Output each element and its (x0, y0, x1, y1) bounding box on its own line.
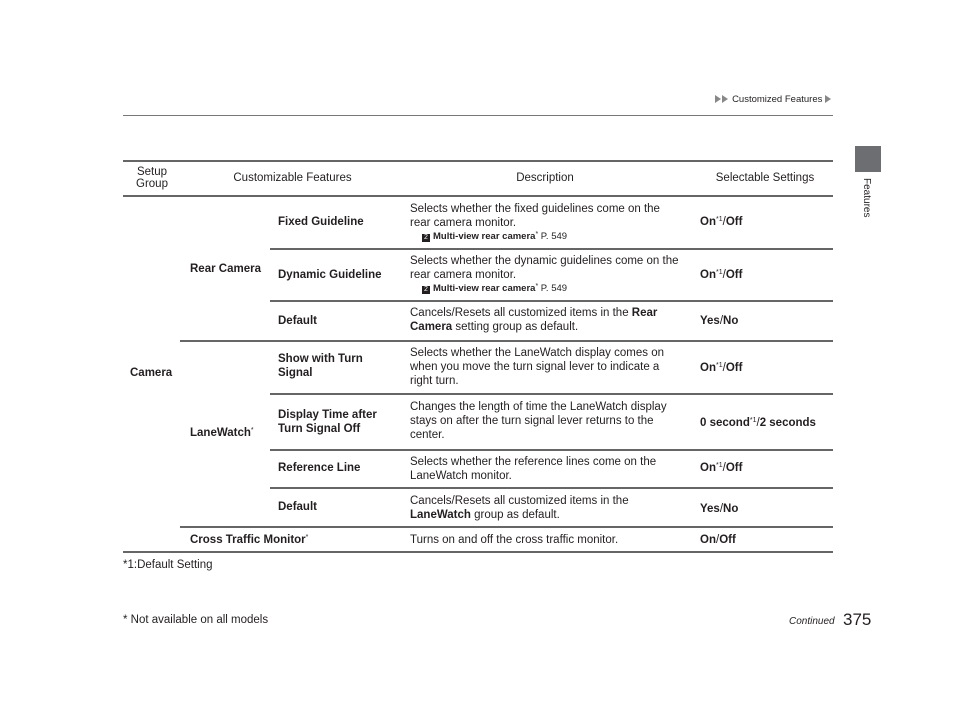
table-row-description: Turns on and off the cross traffic monitor. (410, 534, 619, 546)
setting-value (700, 461, 742, 475)
row-rule (180, 340, 833, 342)
description-text: Selects whether the fixed guidelines come on the rear camera monitor. (410, 203, 660, 229)
setting-value (700, 502, 738, 516)
page-number: 375 (843, 610, 872, 629)
header-rule (123, 115, 833, 116)
row-rule (270, 300, 833, 302)
section-tab[interactable] (858, 178, 878, 238)
asterisk-mark: * (305, 534, 309, 541)
default-mark: *1 (715, 362, 723, 369)
separator: / (722, 362, 726, 374)
breadcrumb[interactable] (715, 94, 832, 105)
description-text: Cancels/Resets all customized items in the (410, 495, 629, 507)
table-row-description: Selects whether the LaneWatch display comes on when you move the turn signal lever to indicate a right turn. (410, 347, 664, 387)
row-rule (180, 526, 833, 528)
setting-option: Off (725, 269, 743, 281)
row-rule (270, 248, 833, 250)
subgroup-rear-camera: Rear Camera (190, 263, 261, 275)
feature-reference-line: Reference Line (278, 462, 361, 474)
setting-value (700, 416, 816, 430)
table-row-description (410, 253, 680, 297)
section-tab-marker (855, 146, 881, 172)
reference-title: Multi-view rear camera (433, 283, 536, 294)
feature-show-with-turn-signal: Show with Turn Signal (278, 353, 363, 379)
subgroup-cross-traffic (190, 533, 308, 547)
default-mark: *1 (715, 216, 723, 223)
continued-label: Continued (789, 616, 835, 627)
setting-option: Off (725, 216, 743, 228)
setting-option: No (723, 503, 739, 515)
setting-value (700, 314, 738, 328)
asterisk-mark: * (535, 283, 539, 290)
table-bottom-rule (123, 551, 833, 553)
setting-value (700, 268, 742, 282)
availability-note: * Not available on all models (123, 614, 269, 626)
feature-default-rear: Default (278, 315, 317, 327)
row-rule (270, 393, 833, 395)
feature-default-lanewatch: Default (278, 501, 317, 513)
row-rule (270, 487, 833, 489)
separator: / (722, 216, 726, 228)
setting-option: Yes (700, 315, 720, 327)
description-text: setting group as default. (452, 321, 579, 333)
table-row-description: Selects whether the reference lines come on the LaneWatch monitor. (410, 456, 657, 482)
row-rule (270, 449, 833, 451)
breadcrumb-label: Customized Features (732, 94, 823, 105)
asterisk-mark: * (250, 427, 254, 434)
group-camera: Camera (130, 367, 173, 379)
header-features: Customizable Features (233, 172, 352, 184)
setting-option: On (700, 216, 716, 228)
table-header-rule (123, 195, 833, 197)
triangle-icon (715, 95, 721, 103)
setting-option: On (700, 534, 716, 546)
separator: / (719, 503, 724, 515)
separator: / (715, 534, 720, 546)
asterisk-mark: * (535, 231, 539, 238)
triangle-icon (825, 95, 831, 103)
footnote: *1:Default Setting (123, 559, 213, 571)
setting-value (700, 361, 742, 375)
description-bold: Rear Camera (410, 307, 658, 333)
subgroup-cross-traffic-label: Cross Traffic Monitor (190, 534, 306, 546)
setting-option: On (700, 362, 716, 374)
reference-arrow-icon: 2 (422, 286, 430, 294)
default-mark: *1 (715, 462, 723, 469)
reference-page: P. 549 (538, 283, 568, 294)
setting-option: Off (725, 462, 743, 474)
setting-value (700, 533, 736, 547)
setting-option: Off (719, 534, 736, 546)
header-settings: Selectable Settings (715, 172, 815, 184)
separator: / (756, 417, 760, 429)
table-row-description (410, 494, 680, 524)
reference-arrow-icon: 2 (422, 234, 430, 242)
section-tab-label: Features (861, 178, 872, 218)
setting-option: Yes (700, 503, 720, 515)
subgroup-lanewatch-label: LaneWatch (190, 427, 251, 439)
cross-reference-link[interactable] (410, 282, 680, 296)
cross-reference-link[interactable] (410, 230, 680, 244)
description-text: group as default. (470, 509, 560, 521)
setting-option: 2 seconds (759, 417, 816, 429)
table-row-description: Changes the length of time the LaneWatch display stays on after the turn signal lever returns to the center. (410, 401, 667, 441)
default-mark: *1 (715, 269, 723, 276)
table-row-description (410, 306, 680, 336)
description-text: Cancels/Resets all customized items in the (410, 307, 632, 319)
reference-title: Multi-view rear camera (433, 231, 536, 242)
feature-fixed-guideline: Fixed Guideline (278, 216, 364, 228)
subgroup-lanewatch (190, 426, 254, 440)
separator: / (719, 315, 724, 327)
table-row-description (410, 201, 680, 245)
description-text: Selects whether the dynamic guidelines come on the rear camera monitor. (410, 255, 679, 281)
setting-value (700, 215, 742, 229)
description-bold: LaneWatch (410, 509, 471, 521)
default-mark: *1 (749, 417, 757, 424)
triangle-icon (722, 95, 728, 103)
setting-option: Off (725, 362, 743, 374)
separator: / (722, 269, 726, 281)
separator: / (722, 462, 726, 474)
setting-option: On (700, 462, 716, 474)
setting-option: No (723, 315, 739, 327)
table-top-rule (123, 160, 833, 162)
setting-option: On (700, 269, 716, 281)
setting-option: 0 second (700, 417, 750, 429)
reference-page: P. 549 (538, 231, 568, 242)
feature-dynamic-guideline: Dynamic Guideline (278, 269, 382, 281)
feature-display-time: Display Time after Turn Signal Off (278, 409, 377, 435)
header-description: Description (516, 172, 574, 184)
header-setup-group: Setup Group (136, 166, 168, 190)
